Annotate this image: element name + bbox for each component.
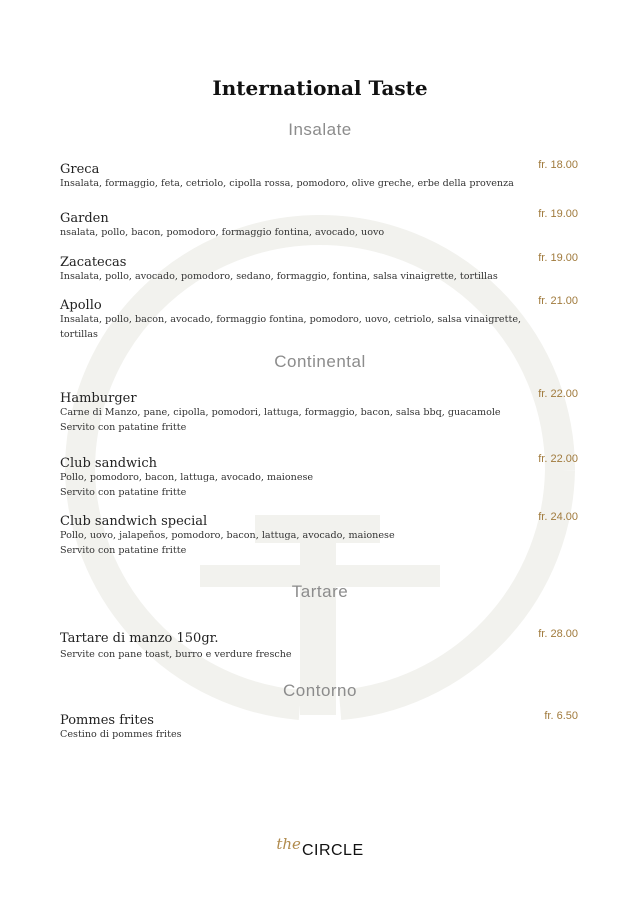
item-description: tortillas [60,328,98,340]
item-price: fr. 28.00 [538,628,578,640]
item-name: Tartare di manzo 150gr. [60,631,219,646]
item-price: fr. 24.00 [538,511,578,523]
menu-item [60,709,580,743]
item-name: Garden [60,211,109,226]
item-description: Carne di Manzo, pane, cipolla, pomodori, lattuga, formaggio, bacon, salsa bbq, guacamole [60,407,501,418]
item-name: Club sandwich [60,456,157,471]
item-price: fr. 19.00 [538,208,578,220]
section-continental: Continental [274,352,366,371]
item-price: fr. 22.00 [538,388,578,400]
item-description: Pollo, pomodoro, bacon, lattuga, avocado, maionese [60,472,314,483]
section-contorno: Contorno [283,681,357,700]
menu-item [60,452,580,500]
item-description: Cestino di pommes frites [60,729,182,740]
item-name: Zacatecas [60,255,127,270]
item-name: Apollo [60,298,102,313]
item-name: Pommes frites [60,713,154,728]
section-insalate: Insalate [288,120,352,139]
item-description: Insalata, formaggio, feta, cetriolo, cipolla rossa, pomodoro, olive greche, erbe della provenza [60,178,514,189]
item-name: Greca [60,162,100,177]
logo-wordmark: CIRCLE [301,842,364,859]
item-price: fr. 22.00 [538,453,578,465]
menu-item [60,251,580,285]
menu-item [60,510,580,558]
menu-title: International Taste [212,76,428,100]
item-description: Servito con patatine fritte [60,544,187,556]
item-price: fr. 18.00 [538,159,578,171]
item-description: nsalata, pollo, bacon, pomodoro, formaggio fontina, avocado, uovo [60,227,385,238]
item-description: Insalata, pollo, avocado, pomodoro, sedano, formaggio, fontina, salsa vinaigrette, tortillas [60,271,498,282]
item-price: fr. 6.50 [544,710,578,722]
item-price: fr. 19.00 [538,252,578,264]
item-description: Servito con patatine fritte [60,486,187,498]
item-description: Pollo, uovo, jalapeños, pomodoro, bacon, lattuga, avocado, maionese [60,530,395,541]
logo-script-text: the [276,835,301,853]
menu-item [60,627,580,663]
section-tartare: Tartare [291,582,349,601]
menu-item [60,387,580,435]
menu-item [60,158,580,192]
item-description: Insalata, pollo, bacon, avocado, formaggio fontina, pomodoro, uovo, cetriolo, salsa vinaigrette, [60,314,522,325]
item-description: Servito con patatine fritte [60,421,187,433]
item-description: Servite con pane toast, burro e verdure fresche [60,649,292,660]
item-price: fr. 21.00 [538,295,578,307]
menu-item [60,294,580,342]
item-name: Club sandwich special [60,514,208,529]
item-name: Hamburger [60,391,137,406]
the-circle-logo [0,835,640,860]
menu-item [60,207,580,241]
